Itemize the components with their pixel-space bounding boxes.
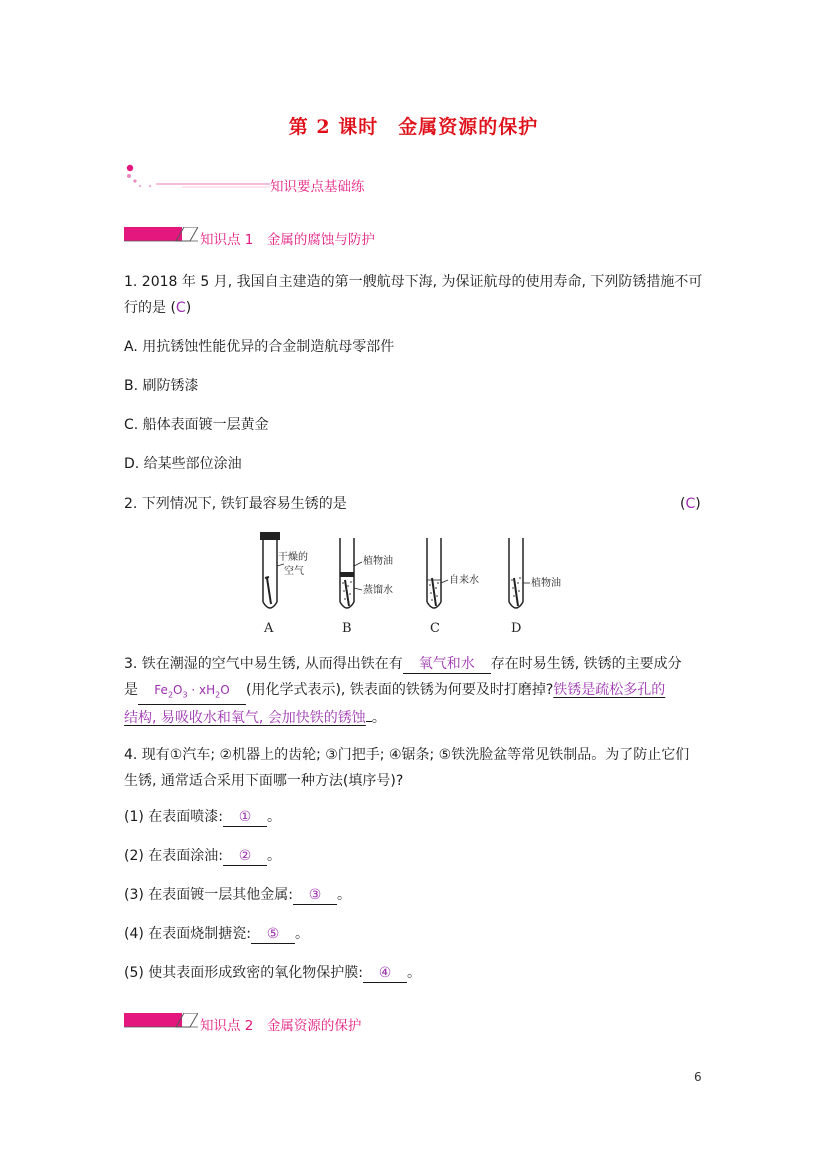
question-3-line-3: 结构, 易吸收水和氧气, 会加快铁的锈蚀 。 — [124, 706, 386, 728]
question-4-item-2: (2) 在表面涂油: ② 。 — [124, 848, 281, 864]
answer-blank: ① — [223, 808, 267, 827]
question-2-stem: 2. 下列情况下, 铁钉最容易生锈的是 — [124, 496, 347, 512]
answer-blank: 氧气和水 — [403, 655, 491, 674]
tube-b-letter: B — [342, 621, 352, 636]
page-number: 6 — [694, 1070, 702, 1084]
option-a: A. 用抗锈蚀性能优异的合金制造航母零部件 — [124, 339, 395, 355]
answer-blank: $Fe_2O_3 \cdot xH_2O$ — [138, 681, 246, 705]
knowledge-point-title: 知识点 1 金属的腐蚀与防护 — [200, 232, 375, 248]
answer: C — [685, 496, 696, 512]
knowledge-point-header — [124, 1012, 424, 1032]
question-3-line-2: 是 $Fe_2O_3 \cdot xH_2O$ (用化学式表示), 铁表面的铁锈为何要及时打磨掉?铁锈是疏松多孔的 — [124, 680, 665, 705]
question-4-item-4: (4) 在表面烧制搪瓷: ⑤ 。 — [124, 926, 309, 942]
question-1-stem: 1. 2018 年 5 月, 我国自主建造的第一艘航母下海, 为保证航母的使用寿命, 下列防锈措施不可 — [124, 274, 703, 290]
answer: 铁锈是疏松多孔的 — [553, 682, 666, 698]
option-c: C. 船体表面镀一层黄金 — [124, 417, 269, 433]
tube-a — [260, 532, 308, 636]
question-3-line-1: 3. 铁在潮湿的空气中易生锈, 从而得出铁在有 氧气和水 存在时易生锈, 铁锈的主要成分 — [124, 656, 682, 672]
tube-a-letter: A — [264, 621, 274, 636]
question-4-item-5: (5) 使其表面形成致密的氧化物保护膜: ④ 。 — [124, 965, 421, 981]
tube-c — [427, 538, 479, 636]
tube-d — [509, 538, 561, 636]
answer: C — [175, 300, 186, 316]
section-title: 知识要点基础练 — [270, 179, 365, 195]
decorative-dots-icon — [122, 162, 272, 192]
question-4-item-1: (1) 在表面喷漆: ① 。 — [124, 809, 281, 825]
kp-banner-icon — [124, 227, 198, 245]
question-4-item-3: (3) 在表面镀一层其他金属: ③ 。 — [124, 887, 351, 903]
question-2-answer: (C) — [680, 496, 701, 512]
tube-d-label: 植物油 — [531, 578, 561, 589]
knowledge-point-header — [124, 226, 424, 246]
answer-blank: ③ — [293, 886, 337, 905]
tube-d-letter: D — [511, 621, 522, 636]
tube-c-letter: C — [430, 621, 440, 636]
answer-blank: ④ — [363, 964, 407, 983]
tube-c-label: 自来水 — [449, 575, 479, 586]
kp-banner-icon — [124, 1013, 198, 1031]
question-1-stem-cont: 行的是 (C) — [124, 300, 192, 316]
tube-b — [340, 538, 393, 636]
page-title: 第 2 课时 金属资源的保护 — [288, 116, 539, 138]
answer-blank: ② — [223, 847, 267, 866]
question-4-stem: 4. 现有①汽车; ②机器上的齿轮; ③门把手; ④锯条; ⑤铁洗脸盆等常见铁制品。为了防止它们 — [124, 747, 690, 763]
answer-blank: ⑤ — [251, 925, 295, 944]
knowledge-point-title: 知识点 2 金属资源的保护 — [200, 1018, 362, 1034]
question-4-stem-cont: 生锈, 通常适合采用下面哪一种方法(填序号)? — [124, 773, 404, 789]
option-b: B. 刷防锈漆 — [124, 378, 199, 394]
tube-a-label-2: 空气 — [284, 566, 304, 577]
section-header — [122, 162, 392, 195]
tube-b-label-2: 蒸馏水 — [363, 585, 393, 596]
option-d: D. 给某些部位涂油 — [124, 456, 242, 472]
tube-a-label-1: 干燥的 — [278, 552, 308, 563]
tube-b-label-1: 植物油 — [363, 556, 393, 567]
test-tubes-figure — [250, 528, 590, 638]
answer: 结构, 易吸收水和氧气, 会加快铁的锈蚀 — [124, 710, 366, 726]
